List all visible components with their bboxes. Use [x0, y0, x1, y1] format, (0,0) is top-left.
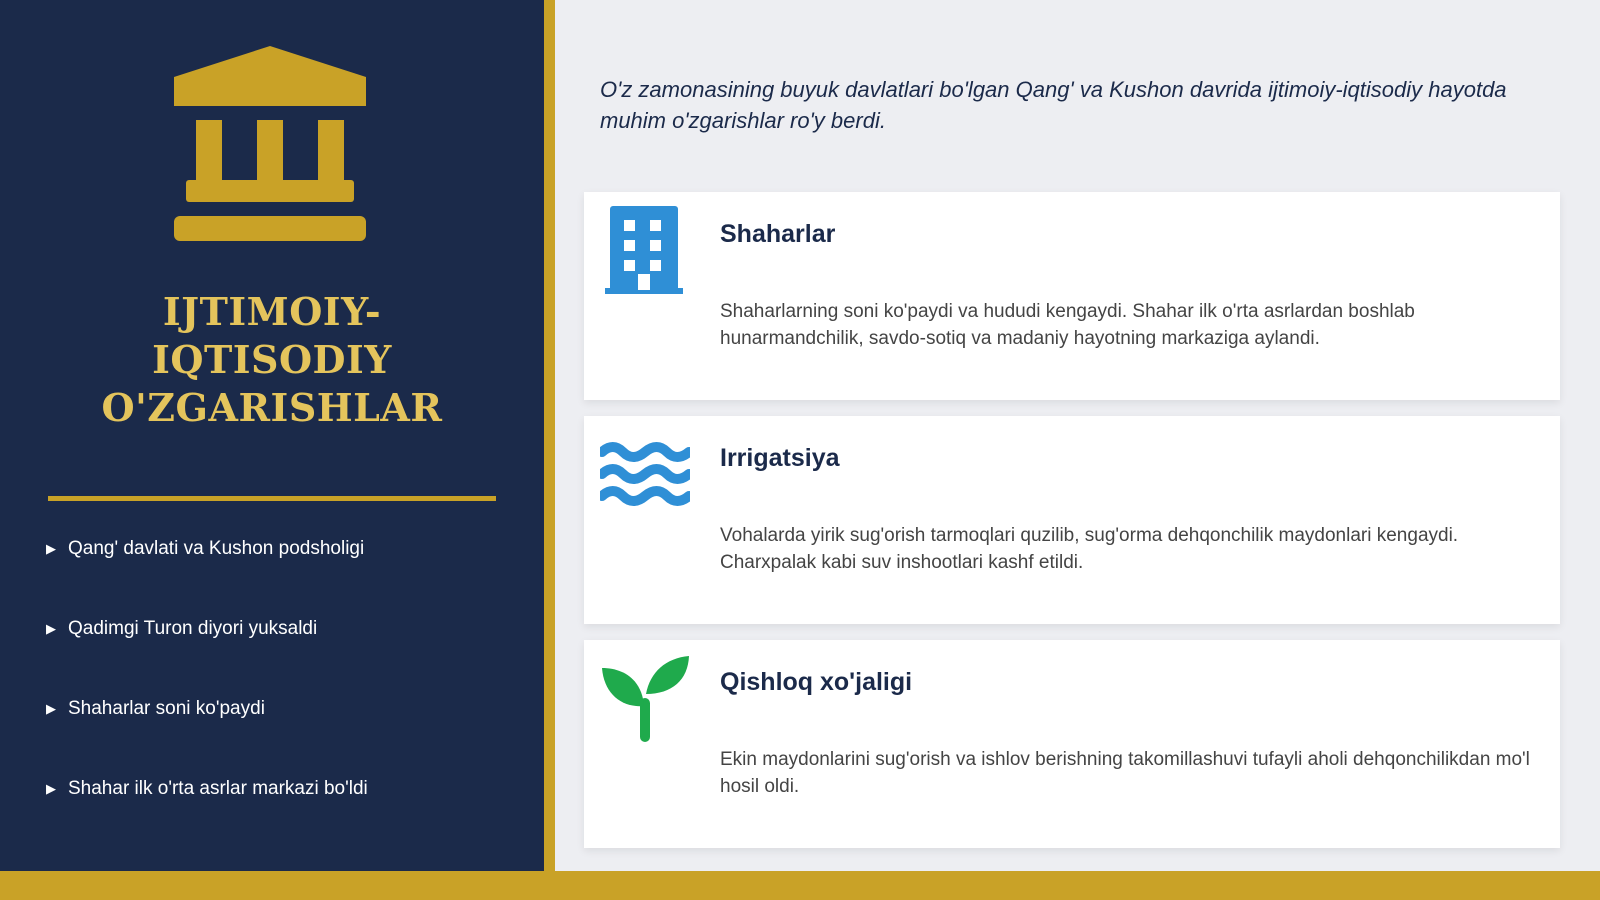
title-line-3: O'ZGARISHLAR — [101, 385, 443, 430]
card-title: Shaharlar — [720, 220, 836, 248]
topic-label: Qang' davlati va Kushon podsholigi — [68, 538, 365, 559]
topic-label: Shahar ilk o'rta asrlar markazi bo'ldi — [68, 778, 368, 799]
info-card-cities — [584, 192, 1560, 400]
title-line-1: IJTIMOIY- — [162, 289, 382, 334]
topic-item — [46, 536, 516, 616]
card-text: Ekin maydonlarini sug'orish va ishlov berishning takomillashuvi tufayli aholi dehqonchilikdan mo'l hosil oldi. — [720, 749, 1530, 797]
seedling-icon — [600, 654, 690, 744]
sidebar-divider — [48, 496, 496, 501]
topic-item — [46, 696, 516, 776]
intro-text: O'z zamonasining buyuk davlatlari bo'lgan Qang' va Kushon davrida ijtimoiy-iqtisodiy hayotda muhim o'zgarishlar ro'y berdi. — [600, 77, 1507, 133]
card-text: Vohalarda yirik sug'orish tarmoqlari quzilib, sug'orma dehqonchilik maydonlari kengaydi. Charxpalak kabi suv inshootlari kashf etildi. — [720, 525, 1459, 573]
title-line-2: IQTISODIY — [152, 337, 392, 382]
gold-vertical-stripe — [544, 0, 555, 871]
card-title: Irrigatsiya — [720, 444, 840, 472]
topic-item — [46, 616, 516, 696]
bullet-triangle-icon: ▶ — [46, 781, 56, 796]
card-text: Shaharlarning soni ko'paydi va hududi kengaydi. Shahar ilk o'rta asrlardan boshlab hunarmandchilik, savdo-sotiq va madaniy hayotning markaziga aylandi. — [720, 301, 1415, 349]
landmark-icon — [170, 44, 370, 244]
info-card-irrigation — [584, 416, 1560, 624]
building-icon — [600, 206, 690, 296]
topic-label: Qadimgi Turon diyori yuksaldi — [68, 618, 318, 639]
info-card-agriculture — [584, 640, 1560, 848]
water-icon — [600, 430, 690, 520]
topic-item — [46, 776, 516, 856]
card-title: Qishloq xo'jaligi — [720, 668, 913, 696]
topic-label: Shaharlar soni ko'paydi — [68, 698, 265, 719]
bullet-triangle-icon: ▶ — [46, 541, 56, 556]
sidebar-panel — [0, 0, 544, 871]
bullet-triangle-icon: ▶ — [46, 621, 56, 636]
gold-bottom-stripe — [0, 871, 1600, 900]
page-title — [40, 288, 504, 432]
topic-list — [46, 536, 516, 856]
bullet-triangle-icon: ▶ — [46, 701, 56, 716]
